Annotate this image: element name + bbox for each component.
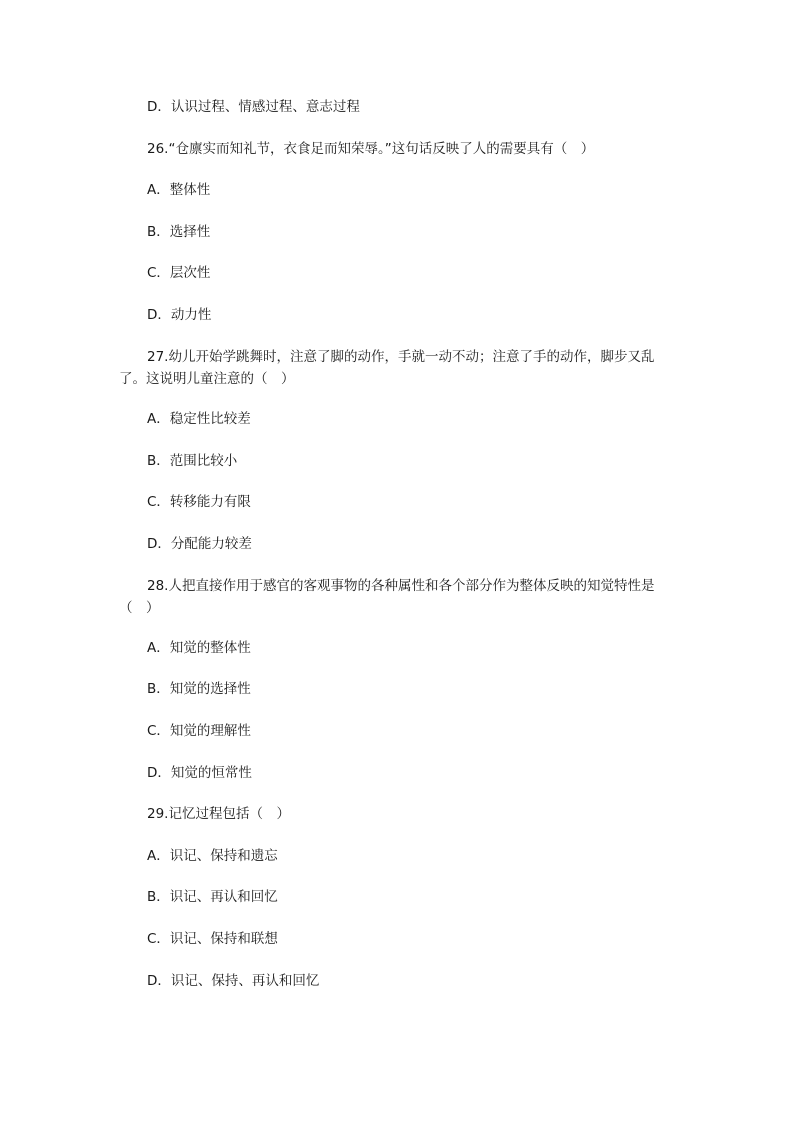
q27-option-d: D．分配能力较差 <box>147 536 252 552</box>
q25-option-d: D．认识过程、情感过程、意志过程 <box>147 99 360 115</box>
q28-stem: 28.人把直接作用于感官的客观事物的各种属性和各个部分作为整体反映的知觉特性是（ ） <box>119 578 655 616</box>
q29-option-a: A．识记、保持和遗忘 <box>147 848 278 864</box>
q27-stem: 27.幼儿开始学跳舞时，注意了脚的动作，手就一动不动；注意了手的动作，脚步又乱了。这说明儿童注意的（ ） <box>119 349 655 387</box>
q29-option-d: D．识记、保持、再认和回忆 <box>147 973 320 989</box>
q27-option-b: B．范围比较小 <box>147 453 238 469</box>
q26-option-d: D．动力性 <box>147 307 212 323</box>
q26-option-b: B．选择性 <box>147 224 211 240</box>
q28-option-c: C．知觉的理解性 <box>147 723 251 739</box>
q28-option-d: D．知觉的恒常性 <box>147 765 252 781</box>
q26-option-a: A．整体性 <box>147 182 211 198</box>
q28-option-a: A．知觉的整体性 <box>147 640 251 656</box>
q29-option-c: C．识记、保持和联想 <box>147 931 278 947</box>
q29-stem: 29.记忆过程包括（ ） <box>147 806 290 822</box>
q27-option-a: A．稳定性比较差 <box>147 411 251 427</box>
q26-stem: 26.“仓廪实而知礼节，衣食足而知荣辱。”这句话反映了人的需要具有（ ） <box>147 141 595 157</box>
q28-option-b: B．知觉的选择性 <box>147 681 251 697</box>
q27-option-c: C．转移能力有限 <box>147 494 251 510</box>
q29-option-b: B．识记、再认和回忆 <box>147 889 278 905</box>
q26-option-c: C．层次性 <box>147 265 211 281</box>
